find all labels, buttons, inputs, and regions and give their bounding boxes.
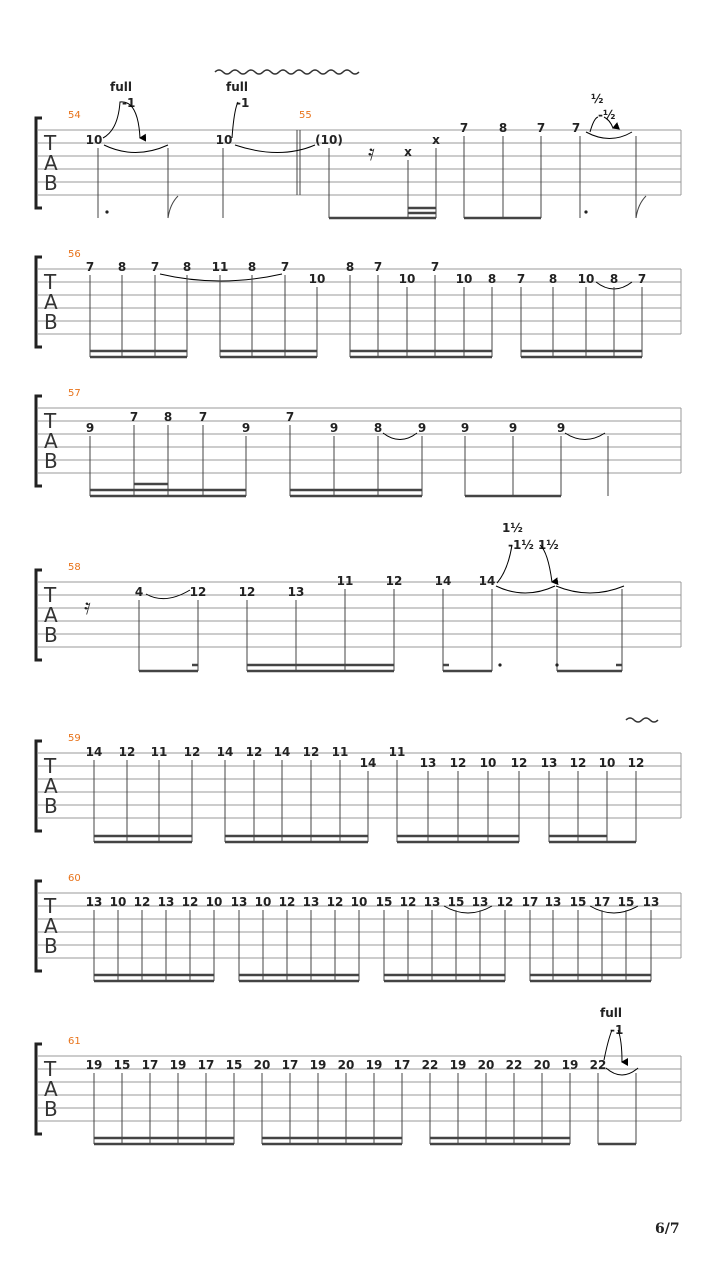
- fret-number: 14: [359, 756, 377, 770]
- fret-number: 17: [281, 1058, 299, 1072]
- fret-number: 8: [609, 272, 619, 286]
- svg-text:T: T: [44, 583, 57, 607]
- fret-number: 10: [85, 133, 103, 147]
- measure-number: 57: [68, 388, 81, 399]
- fret-number: 20: [253, 1058, 271, 1072]
- fret-number: 10: [350, 895, 368, 909]
- fret-number: 13: [544, 895, 562, 909]
- system-5: [36, 718, 681, 842]
- fret-number: 8: [117, 260, 127, 274]
- fret-number: 12: [449, 756, 467, 770]
- svg-text:T: T: [44, 270, 57, 294]
- fret-number: 13: [302, 895, 320, 909]
- fret-number: 7: [198, 410, 208, 424]
- fret-number: 11: [331, 745, 349, 759]
- fret-number: 7: [536, 121, 546, 135]
- tab-notes: [86, 1058, 607, 1072]
- svg-text:A: A: [44, 290, 58, 314]
- svg-text:B: B: [44, 449, 58, 473]
- beams: [329, 208, 541, 218]
- fret-number: x: [404, 145, 412, 159]
- fret-number: 13: [419, 756, 437, 770]
- fret-number: 13: [642, 895, 660, 909]
- bend-markings: [110, 80, 615, 122]
- fret-number: 14: [85, 745, 103, 759]
- system-4: [36, 521, 681, 671]
- rest-symbol: 𝄿: [368, 141, 375, 166]
- fret-number: 10: [398, 272, 416, 286]
- measure-number: 59: [68, 733, 81, 744]
- fret-number: 8: [345, 260, 355, 274]
- svg-text:T: T: [44, 1057, 57, 1081]
- system-2: [36, 249, 681, 357]
- fret-number: 7: [459, 121, 469, 135]
- fret-number: 19: [309, 1058, 327, 1072]
- svg-text:B: B: [44, 934, 58, 958]
- fret-number: 10: [254, 895, 272, 909]
- fret-number: 15: [375, 895, 393, 909]
- stems: [98, 136, 636, 218]
- fret-number: 17: [197, 1058, 215, 1072]
- fret-number: 12: [569, 756, 587, 770]
- staff-lines: [38, 130, 681, 195]
- svg-text:full: full: [110, 80, 132, 94]
- fret-number: 7: [571, 121, 581, 135]
- fret-number: 10: [577, 272, 595, 286]
- fret-number: 9: [85, 421, 95, 435]
- svg-text:A: A: [44, 774, 58, 798]
- fret-number: 14: [478, 574, 496, 588]
- svg-text:T: T: [44, 894, 57, 918]
- fret-number: 13: [540, 756, 558, 770]
- fret-number: 12: [278, 895, 296, 909]
- fret-number: 11: [211, 260, 229, 274]
- fret-number: 17: [593, 895, 611, 909]
- fret-number: 20: [337, 1058, 355, 1072]
- fret-number: 12: [183, 745, 201, 759]
- svg-text:A: A: [44, 429, 58, 453]
- fret-number: 13: [85, 895, 103, 909]
- svg-text:-1: -1: [610, 1023, 624, 1037]
- fret-number: 12: [133, 895, 151, 909]
- tab-clef: [43, 131, 58, 195]
- fret-number: 7: [285, 410, 295, 424]
- svg-text:B: B: [44, 171, 58, 195]
- fret-number: 10: [598, 756, 616, 770]
- measure-number: 61: [68, 1036, 81, 1047]
- page-number: 6/7: [655, 1221, 680, 1237]
- fret-number: 7: [280, 260, 290, 274]
- svg-text:B: B: [44, 794, 58, 818]
- measure-number: 58: [68, 562, 81, 573]
- fret-number: 11: [150, 745, 168, 759]
- fret-number: 13: [230, 895, 248, 909]
- svg-text:-½: -½: [598, 108, 616, 122]
- fret-number: 10: [109, 895, 127, 909]
- fret-number: 17: [141, 1058, 159, 1072]
- svg-text:T: T: [44, 754, 57, 778]
- fret-number: 9: [460, 421, 470, 435]
- measure-number: 54: [68, 110, 81, 121]
- system-3: [36, 388, 681, 496]
- fret-number: 9: [508, 421, 518, 435]
- svg-text:1½: 1½: [502, 521, 523, 535]
- system-1: [36, 70, 681, 218]
- fret-number: 7: [150, 260, 160, 274]
- fret-number: 20: [477, 1058, 495, 1072]
- fret-number: 8: [247, 260, 257, 274]
- fret-number: 8: [498, 121, 508, 135]
- system-7: [36, 1006, 681, 1144]
- svg-text:A: A: [44, 1077, 58, 1101]
- fret-number: (10): [315, 133, 343, 147]
- fret-number: 8: [373, 421, 383, 435]
- fret-number: 12: [496, 895, 514, 909]
- svg-text:full: full: [600, 1006, 622, 1020]
- fret-number: 13: [287, 585, 305, 599]
- svg-text:T: T: [44, 409, 57, 433]
- fret-number: 4: [134, 585, 144, 599]
- system-6: [36, 873, 681, 981]
- fret-number: 12: [238, 585, 256, 599]
- tab-notes: [86, 121, 581, 159]
- fret-number: 9: [417, 421, 427, 435]
- fret-number: 17: [521, 895, 539, 909]
- svg-text:T: T: [44, 131, 57, 155]
- svg-text:A: A: [44, 603, 58, 627]
- fret-number: 12: [385, 574, 403, 588]
- fret-number: 13: [157, 895, 175, 909]
- svg-text:B: B: [44, 623, 58, 647]
- svg-text:-1: -1: [122, 96, 136, 110]
- fret-number: 12: [245, 745, 263, 759]
- fret-number: 8: [487, 272, 497, 286]
- fret-number: 15: [569, 895, 587, 909]
- fret-number: 7: [85, 260, 95, 274]
- fret-number: 12: [326, 895, 344, 909]
- fret-number: 12: [510, 756, 528, 770]
- svg-text:B: B: [44, 1097, 58, 1121]
- fret-number: 12: [627, 756, 645, 770]
- fret-number: 7: [129, 410, 139, 424]
- fret-number: 15: [225, 1058, 243, 1072]
- fret-number: 19: [561, 1058, 579, 1072]
- fret-number: 14: [216, 745, 234, 759]
- fret-number: 10: [455, 272, 473, 286]
- fret-number: 10: [308, 272, 326, 286]
- fret-number: 10: [215, 133, 233, 147]
- svg-text:½: ½: [591, 92, 604, 106]
- fret-number: 19: [85, 1058, 103, 1072]
- fret-number: 12: [118, 745, 136, 759]
- fret-number: 20: [533, 1058, 551, 1072]
- fret-number: 15: [447, 895, 465, 909]
- rest-symbol: 𝄿: [84, 595, 91, 620]
- tab-notes: [86, 410, 565, 435]
- measure-number: 56: [68, 249, 81, 260]
- measure-number: 55: [299, 110, 312, 121]
- svg-text:-1: -1: [236, 96, 250, 110]
- fret-number: 13: [423, 895, 441, 909]
- fret-number: 7: [430, 260, 440, 274]
- fret-number: 22: [505, 1058, 523, 1072]
- fret-number: 19: [449, 1058, 467, 1072]
- fret-number: 9: [241, 421, 251, 435]
- vibrato-line: [215, 70, 359, 74]
- fret-number: 12: [181, 895, 199, 909]
- fret-number: 9: [329, 421, 339, 435]
- fret-number: 7: [637, 272, 647, 286]
- fret-number: 12: [302, 745, 320, 759]
- fret-number: 19: [169, 1058, 187, 1072]
- fret-number: 8: [182, 260, 192, 274]
- fret-number: 11: [336, 574, 354, 588]
- fret-number: x: [432, 133, 440, 147]
- fret-number: 22: [589, 1058, 607, 1072]
- fret-number: 11: [388, 745, 406, 759]
- fret-number: 7: [373, 260, 383, 274]
- fret-number: 15: [113, 1058, 131, 1072]
- fret-number: 8: [548, 272, 558, 286]
- fret-number: 12: [189, 585, 207, 599]
- fret-number: 12: [399, 895, 417, 909]
- fret-number: 22: [421, 1058, 439, 1072]
- fret-number: 8: [163, 410, 173, 424]
- fret-number: 10: [479, 756, 497, 770]
- svg-text:-1½ 1½: -1½ 1½: [508, 538, 559, 552]
- svg-text:A: A: [44, 151, 58, 175]
- svg-text:B: B: [44, 310, 58, 334]
- fret-number: 19: [365, 1058, 383, 1072]
- fret-number: 15: [617, 895, 635, 909]
- fret-number: 13: [471, 895, 489, 909]
- fret-number: 14: [273, 745, 291, 759]
- svg-text:A: A: [44, 914, 58, 938]
- measure-number: 60: [68, 873, 81, 884]
- svg-text:full: full: [226, 80, 248, 94]
- fret-number: 7: [516, 272, 526, 286]
- fret-number: 17: [393, 1058, 411, 1072]
- tab-notes: [86, 895, 660, 909]
- fret-number: 10: [205, 895, 223, 909]
- fret-number: 14: [434, 574, 452, 588]
- fret-number: 9: [556, 421, 566, 435]
- vibrato-line: [626, 718, 658, 722]
